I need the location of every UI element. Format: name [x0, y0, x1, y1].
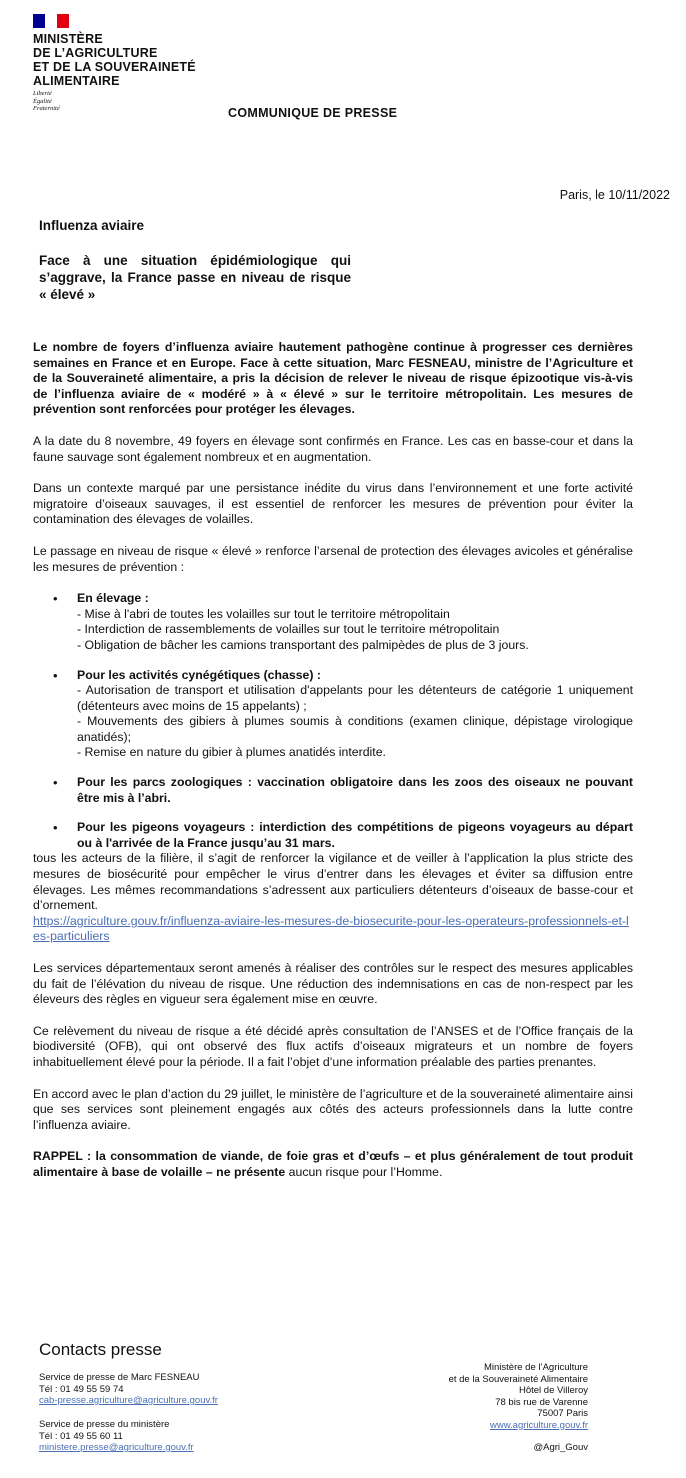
contact-email-link[interactable]: ministere.presse@agriculture.gouv.fr: [39, 1442, 194, 1453]
measure-line: - Mise à l'abri de toutes les volailles sur tout le territoire métropolitain: [77, 606, 450, 621]
measure-item: [33, 591, 633, 653]
address-line: et de la Souveraineté Alimentaire: [448, 1373, 588, 1385]
paragraph: Ce relèvement du niveau de risque a été décidé après consultation de l’ANSES et de l’Office français de la biodiversité (OFB), qui ont observé des flux actifs d’oiseaux migrateurs et un nombre de foyers inhabituellement élevé pour la période. Il a fait l’objet d’une information préalable des parties prenantes.: [33, 1023, 633, 1069]
link-paragraph: [33, 914, 633, 945]
ministry-press-contact: [39, 1419, 194, 1454]
measure-line: - Mouvements des gibiers à plumes soumis à conditions (examen clinique, dépistage virologique anatidés);: [77, 714, 633, 744]
measure-item: [33, 668, 633, 762]
measure-line: - Autorisation de transport et utilisation d'appelants pour les détenteurs de catégorie 1 uniquement (détenteurs avec moins de 15 appelants) ;: [77, 683, 633, 713]
paragraph: A la date du 8 novembre, 49 foyers en élevage sont confirmés en France. Les cas en basse-cour et dans la faune sauvage sont également nombreux et en augmentation.: [33, 433, 633, 464]
article-body: [33, 340, 633, 1181]
paragraph: En accord avec le plan d’action du 29 juillet, le ministère de l’agriculture et de la souveraineté alimentaire ainsi que ses services sont pleinement engagés aux côtés des acteurs professionnels dans la lutte contre l’influenza aviaire.: [33, 1086, 633, 1132]
paragraph: Le passage en niveau de risque « élevé » renforce l’arsenal de protection des élevages avicoles et généralise les mesures de prévention :: [33, 543, 633, 574]
minister-press-contact: [39, 1372, 218, 1407]
flag-white-band: [45, 14, 57, 28]
measure-item: [33, 820, 633, 851]
measure-heading: • En élevage :: [77, 591, 149, 606]
measure-heading: • Pour les parcs zoologiques : vaccination obligatoire dans les zoos des oiseaux ne pouvant être mis à l’abri.: [77, 775, 633, 805]
contact-phone: Tél : 01 49 55 59 74: [39, 1383, 124, 1395]
motto-line: Fraternité: [33, 105, 60, 112]
ministry-name: [33, 32, 196, 88]
address-line: 75007 Paris: [537, 1408, 588, 1419]
measure-heading: • Pour les activités cynégétiques (chasse) :: [77, 667, 321, 682]
contacts-title: Contacts presse: [39, 1340, 162, 1359]
motto-line: Égalité: [33, 97, 52, 105]
measure-heading: • Pour les pigeons voyageurs : interdiction des compétitions de pigeons voyageurs au départ ou à l'arrivée de la France jusqu’au 31 mars.: [77, 820, 633, 850]
paragraph: Dans un contexte marqué par une persistance inédite du virus dans l’environnement et une forte activité migratoire d’oiseaux sauvages, il est essentiel de renforcer les mesures de prévention pour éviter la contamination des élevages de volailles.: [33, 481, 633, 527]
rappel-bold: RAPPEL : la consommation de viande, de foie gras et d’œufs – et plus généralement de tout produit alimentaire à base de volaille – ne présente: [33, 1149, 633, 1179]
contact-service: Service de presse du ministère: [39, 1419, 170, 1430]
rappel-rest: aucun risque pour l’Homme.: [285, 1164, 443, 1179]
flag-red-band: [57, 14, 69, 28]
contact-service: Service de presse de Marc FESNEAU: [39, 1372, 200, 1383]
address-line: Hôtel de Villeroy: [518, 1385, 588, 1396]
article-subtitle: Face à une situation épidémiologique qui s’aggrave, la France passe en niveau de risque « élevé »: [39, 253, 351, 302]
measure-line: - Obligation de bâcher les camions transportant des palmipèdes de plus de 3 jours.: [77, 637, 529, 652]
contact-email-link[interactable]: cab-presse.agriculture@agriculture.gouv.fr: [39, 1395, 218, 1406]
measures-list: [33, 591, 633, 851]
article-topic: Influenza aviaire: [39, 218, 145, 233]
rappel-paragraph: [33, 1149, 633, 1180]
ministry-line: ALIMENTAIRE: [33, 74, 120, 88]
twitter-handle[interactable]: @Agri_Gouv: [533, 1442, 588, 1453]
measure-item: [33, 775, 633, 806]
ministry-line: DE L’AGRICULTURE: [33, 46, 158, 60]
paragraph: tous les acteurs de la filière, il s’agit de renforcer la vigilance et de veiller à l’application la plus stricte des mesures de biosécurité pour empêcher le virus d’entrer dans les élevages et éviter sa diffusion entre élevages. Les mêmes recommandations s’adressent aux particuliers détenteurs d’oiseaux de basse-cour et d’ornement.: [33, 851, 633, 913]
lead-paragraph: Le nombre de foyers d’influenza aviaire hautement pathogène continue à progresser ces dernières semaines en France et en Europe. Face à cette situation, Marc FESNEAU, ministre de l’Agriculture et de la Souveraineté alimentaire, a pris la décision de relever le niveau de risque épizootique vis-à-vis de l’influenza aviaire de « modéré » à « élevé » sur le territoire métropolitain. Les mesures de prévention sont renforcées pour protéger les élevages.: [33, 340, 633, 417]
release-date: Paris, le 10/11/2022: [559, 188, 670, 202]
website-link[interactable]: www.agriculture.gouv.fr: [489, 1419, 588, 1431]
measure-line: - Interdiction de rassemblements de volailles sur tout le territoire métropolitain: [77, 622, 500, 637]
measure-line: - Remise en nature du gibier à plumes anatidés interdite.: [77, 745, 386, 760]
paragraph: Les services départementaux seront amenés à réaliser des contrôles sur le respect des mesures applicables du fait de l’élévation du niveau de risque. Une réduction des indemnisations en cas de non-respect par les éleveurs des règles en vigueur sera également mise en œuvre.: [33, 961, 633, 1007]
address-line: 78 bis rue de Varenne: [495, 1396, 588, 1408]
flag-blue-band: [33, 14, 45, 28]
ministry-line: ET DE LA SOUVERAINETÉ: [33, 60, 196, 74]
motto-line: Liberté: [33, 90, 52, 97]
republic-motto: [33, 90, 60, 113]
address-line: Ministère de l’Agriculture: [483, 1362, 588, 1373]
ministry-line: MINISTÈRE: [33, 32, 103, 46]
press-release-title: COMMUNIQUE DE PRESSE: [228, 106, 398, 120]
contact-phone: Tél : 01 49 55 60 11: [39, 1430, 123, 1442]
republic-logo-flag: [33, 14, 69, 28]
ministry-address: [449, 1362, 588, 1431]
biosecurity-link[interactable]: https://agriculture.gouv.fr/influenza-aviaire-les-mesures-de-biosecurite-pour-les-operateurs-professionnels-et-les-particuliers: [33, 913, 629, 944]
